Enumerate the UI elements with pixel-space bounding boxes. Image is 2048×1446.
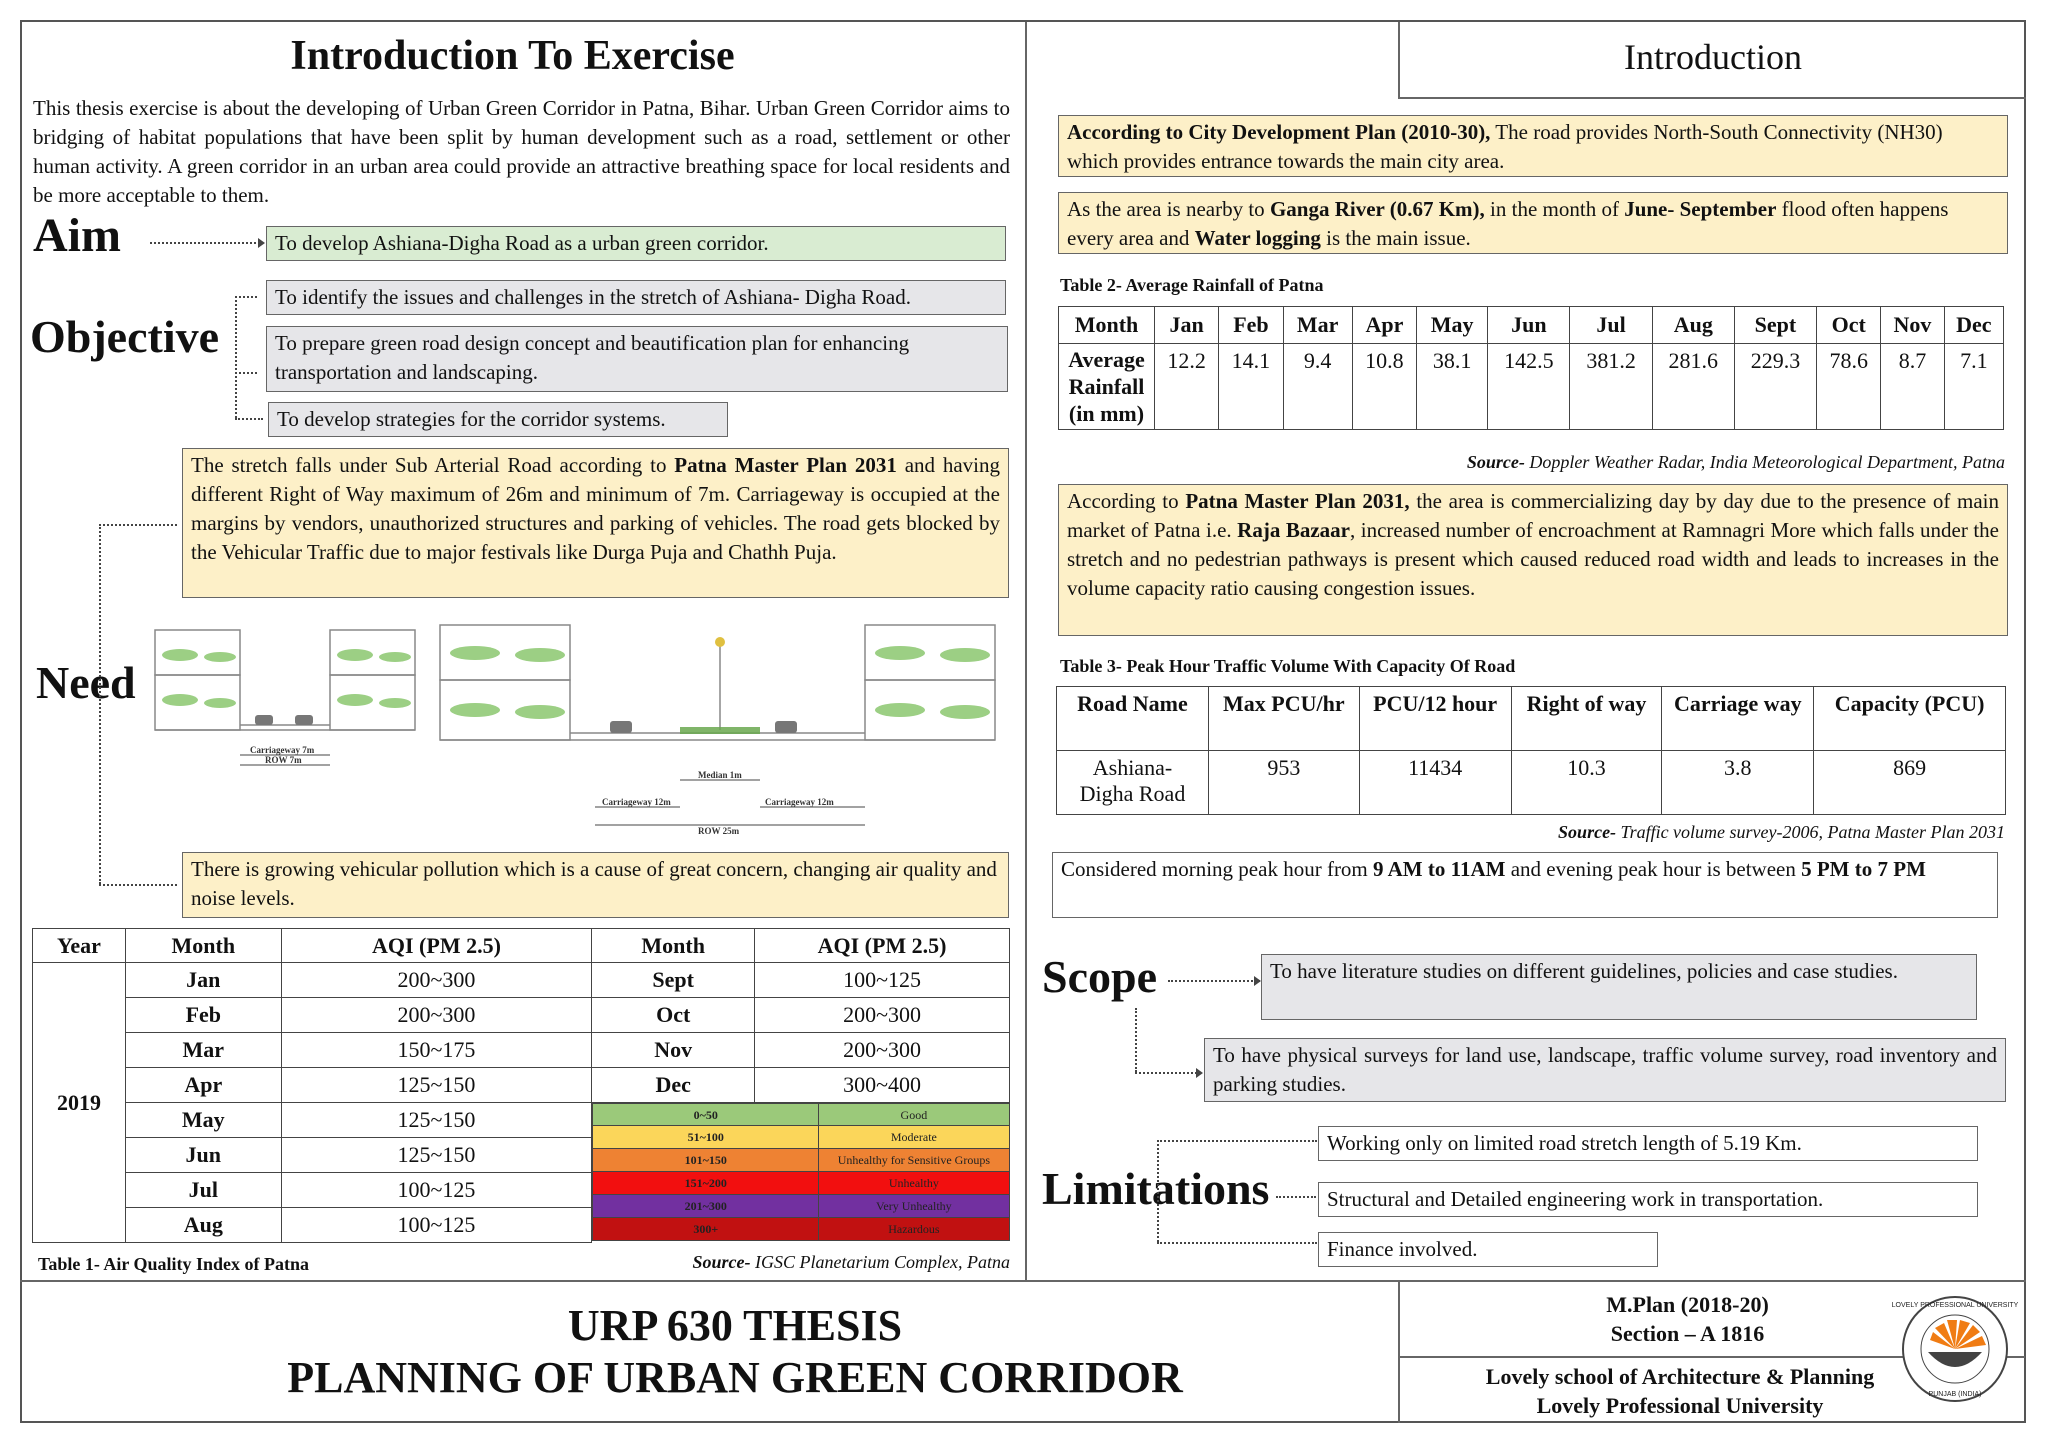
objective-box-2: To prepare green road design concept and beautification plan for enhancing transportation and landscaping. — [266, 326, 1008, 392]
pmp-emphasis: Patna Master Plan 2031, — [1185, 489, 1410, 513]
peak-text: Considered morning peak hour from — [1061, 857, 1374, 881]
limitations-connector-1 — [1157, 1140, 1317, 1142]
traffic-caption: Table 3- Peak Hour Traffic Volume With Capacity Of Road — [1060, 656, 1516, 676]
month-cell: Jul — [125, 1173, 281, 1208]
ganga-text: As the area is nearby to — [1067, 197, 1270, 221]
table-header: PCU/12 hour — [1359, 687, 1511, 751]
month-cell: Nov — [592, 1033, 755, 1068]
aqi-legend-row — [592, 1103, 1009, 1126]
aqi-legend-row — [592, 1172, 1009, 1195]
rainfall-month-header: Mar — [1283, 307, 1352, 344]
section-label: Carriageway 7m — [250, 745, 315, 755]
arrow-icon — [1196, 1068, 1203, 1078]
objective-label: Objective — [30, 311, 220, 362]
scope-box-2: To have physical surveys for land use, landscape, traffic volume survey, road inventory and parking studies. — [1204, 1038, 2006, 1102]
aqi-cell: 125~150 — [281, 1138, 592, 1173]
need-label: Need — [36, 657, 136, 708]
rainfall-value: 8.7 — [1881, 344, 1944, 430]
rainfall-row-label: Average Rainfall (in mm) — [1059, 344, 1155, 430]
rainfall-value: 10.8 — [1352, 344, 1416, 430]
need-connector — [99, 524, 101, 884]
school-name: Lovely school of Architecture & Planning — [1485, 1364, 1875, 1389]
peak-text: and evening peak hour is between — [1505, 857, 1802, 881]
rainfall-month-header: Nov — [1881, 307, 1944, 344]
objective-connector — [235, 296, 237, 418]
arrow-icon — [258, 238, 265, 248]
arrow-icon — [1254, 976, 1261, 986]
footer-title — [20, 1300, 1450, 1404]
footer-divider — [20, 1280, 2026, 1282]
footer-title-line-2: PLANNING OF URBAN GREEN CORRIDOR — [287, 1353, 1183, 1402]
aqi-range: 51~100 — [593, 1126, 819, 1148]
ganga-emphasis: June- September — [1624, 197, 1777, 221]
car-icon — [295, 715, 313, 725]
table-header: Month — [125, 929, 281, 963]
table-cell: 10.3 — [1511, 751, 1662, 815]
rainfall-month-header: May — [1417, 307, 1488, 344]
source-label: Source- — [1558, 822, 1617, 842]
month-cell: Jan — [125, 963, 281, 998]
month-cell: Dec — [592, 1068, 755, 1103]
aqi-cell: 125~150 — [281, 1103, 592, 1138]
table-cell: 869 — [1814, 751, 2006, 815]
need-box-1 — [182, 448, 1009, 598]
aqi-cell: 150~175 — [281, 1033, 592, 1068]
table-header: Year — [33, 929, 126, 963]
scope-box-1: To have literature studies on different guidelines, policies and case studies. — [1261, 954, 1977, 1020]
left-title: Introduction To Exercise — [290, 33, 735, 79]
rainfall-month-header: Month — [1059, 307, 1155, 344]
objective-box-1: To identify the issues and challenges in the stretch of Ashiana- Digha Road. — [266, 280, 1006, 315]
source-label: Source- — [1466, 452, 1525, 472]
aqi-cell: 200~300 — [281, 963, 592, 998]
ganga-text: in the month of — [1484, 197, 1625, 221]
aqi-category: Very Unhealthy — [819, 1195, 1008, 1217]
street-section-drawings — [150, 615, 1010, 840]
peak-hour-box — [1052, 852, 1998, 918]
need-text-2: and having different Right of Way maximum of 26m and minimum of 7m. Carriageway is occupied at the margins by vendors, unauthorized structures and parking of vehicles. The road gets blocked by the Vehicular Traffic due to major festivals like Durga Puja and Chathh Puja. — [191, 453, 1001, 564]
source-text: IGSC Planetarium Complex, Patna — [750, 1252, 1010, 1272]
aqi-category: Unhealthy — [819, 1172, 1008, 1194]
limitations-connector-3 — [1157, 1242, 1317, 1244]
rainfall-value: 14.1 — [1219, 344, 1283, 430]
rainfall-value: 12.2 — [1155, 344, 1219, 430]
scope-label: Scope — [1042, 951, 1157, 1002]
rainfall-value: 7.1 — [1944, 344, 2003, 430]
ganga-box — [1058, 192, 2008, 254]
table-header: Road Name — [1057, 687, 1209, 751]
intro-paragraph: This thesis exercise is about the developing of Urban Green Corridor in Patna, Bihar. Urban Green Corridor aims to bridging of habitat populations that have been split by human development such as a road, settlement or other human activity. A green corridor in an urban area could provide an attractive breathing space for local residents and be more acceptable to them. — [33, 96, 1010, 207]
section-label: Section – A 1816 — [1610, 1321, 1765, 1346]
column-divider — [1025, 22, 1027, 1280]
traffic-table — [1056, 686, 2006, 815]
aqi-table — [32, 928, 1010, 1243]
month-cell: Feb — [125, 998, 281, 1033]
objective-connector-3 — [235, 418, 263, 420]
objective-connector-1 — [235, 296, 257, 298]
pmp-text: According to — [1067, 489, 1186, 513]
scope-connector — [1168, 980, 1260, 982]
table-header: Max PCU/hr — [1208, 687, 1359, 751]
month-cell: Apr — [125, 1068, 281, 1103]
rainfall-value: 38.1 — [1417, 344, 1488, 430]
month-cell: Aug — [125, 1208, 281, 1243]
aqi-cell: 200~300 — [755, 998, 1010, 1033]
need-connector-bottom — [99, 884, 177, 886]
table-header: Month — [592, 929, 755, 963]
pmp-text: , increased number of encroachment at Ramnagri More which falls under the stretch and no pedestrian pathways is present which caused reduced road width and leads to increases in the volume capacity ratio causing congestion issues. — [1067, 518, 1999, 600]
aim-box: To develop Ashiana-Digha Road as a urban green corridor. — [266, 226, 1006, 261]
objective-connector-2 — [235, 372, 257, 374]
university-name: Lovely Professional University — [1536, 1393, 1824, 1418]
aqi-cell: 125~150 — [281, 1068, 592, 1103]
aqi-cell: 100~125 — [281, 1208, 592, 1243]
aqi-legend-cell — [592, 1103, 1010, 1243]
ganga-emphasis: Ganga River (0.67 Km), — [1269, 197, 1485, 221]
ganga-emphasis: Water logging — [1194, 226, 1321, 250]
logo-text: LOVELY PROFESSIONAL UNIVERSITY — [1891, 1302, 2019, 1309]
aqi-cell: 200~300 — [755, 1033, 1010, 1068]
table-cell: 953 — [1208, 751, 1359, 815]
master-plan-box — [1058, 484, 2008, 636]
aqi-range: 300+ — [593, 1218, 819, 1240]
aqi-legend — [592, 1103, 1009, 1241]
aqi-source — [640, 1252, 1010, 1273]
rainfall-table — [1058, 306, 2004, 430]
need-emphasis: Patna Master Plan 2031 — [674, 453, 897, 477]
street-lamp-icon — [715, 637, 725, 647]
limitation-box-1: Working only on limited road stretch length of 5.19 Km. — [1318, 1126, 1978, 1161]
rainfall-source — [1300, 452, 2005, 473]
aqi-category: Good — [819, 1104, 1008, 1125]
table-header: AQI (PM 2.5) — [755, 929, 1010, 963]
car-icon — [610, 721, 632, 733]
aqi-range: 0~50 — [593, 1104, 819, 1125]
cdp-box — [1058, 115, 2008, 177]
aqi-cell: 100~125 — [281, 1173, 592, 1208]
objective-box-3: To develop strategies for the corridor systems. — [268, 402, 728, 437]
rainfall-caption: Table 2- Average Rainfall of Patna — [1060, 275, 1324, 295]
rainfall-value: 78.6 — [1817, 344, 1881, 430]
table-cell: 3.8 — [1662, 751, 1814, 815]
table-header: Carriage way — [1662, 687, 1814, 751]
limitation-box-3: Finance involved. — [1318, 1232, 1658, 1267]
month-cell: Sept — [592, 963, 755, 998]
scope-connector-h — [1135, 1072, 1201, 1074]
section-label: Carriageway 12m — [602, 797, 671, 807]
month-cell: Mar — [125, 1033, 281, 1068]
need-text: The stretch falls under Sub Arterial Road according to — [191, 453, 675, 477]
section-label: Median 1m — [698, 770, 742, 780]
aqi-legend-row — [592, 1195, 1009, 1218]
pmp-text: the area is commercializing day by day due to the presence of main market of Patna i.e. — [1067, 489, 1999, 542]
aim-connector — [150, 242, 260, 244]
table-cell: 11434 — [1359, 751, 1511, 815]
rainfall-month-header: Jan — [1155, 307, 1219, 344]
year-cell: 2019 — [33, 963, 126, 1243]
month-cell: Jun — [125, 1138, 281, 1173]
table-cell: Ashiana-Digha Road — [1057, 751, 1209, 815]
rainfall-value: 281.6 — [1652, 344, 1734, 430]
rainfall-month-header: Apr — [1352, 307, 1416, 344]
ganga-text: is the main issue. — [1320, 226, 1471, 250]
rainfall-month-header: Aug — [1652, 307, 1734, 344]
rainfall-value: 229.3 — [1734, 344, 1816, 430]
section-label: ROW 25m — [698, 826, 740, 836]
aqi-cell: 100~125 — [755, 963, 1010, 998]
source-label: Source- — [692, 1252, 751, 1272]
month-cell: Oct — [592, 998, 755, 1033]
aqi-range: 151~200 — [593, 1172, 819, 1194]
car-icon — [775, 721, 797, 733]
rainfall-value: 142.5 — [1488, 344, 1570, 430]
aqi-cell: 300~400 — [755, 1068, 1010, 1103]
need-box-2: There is growing vehicular pollution which is a cause of great concern, changing air quality and noise levels. — [182, 852, 1009, 918]
table-header: Right of way — [1511, 687, 1662, 751]
university-logo — [1891, 1290, 2019, 1408]
limitations-connector — [1157, 1140, 1159, 1242]
cdp-text: The road provides North-South Connectivity (NH30) which provides entrance towards the main city area. — [1067, 120, 1943, 173]
peak-emphasis: 5 PM to 7 PM — [1801, 857, 1926, 881]
source-text: Doppler Weather Radar, India Meteorological Department, Patna — [1524, 452, 2005, 472]
limitations-label: Limitations — [1042, 1163, 1270, 1214]
logo-text: PUNJAB (INDIA) — [1928, 1391, 1982, 1398]
ganga-text: flood often happens every area and — [1067, 197, 1949, 250]
aqi-cell: 200~300 — [281, 998, 592, 1033]
month-cell: May — [125, 1103, 281, 1138]
cdp-emphasis: According to City Development Plan (2010-30), — [1067, 120, 1491, 144]
section-label: Carriageway 12m — [765, 797, 834, 807]
car-icon — [255, 715, 273, 725]
pmp-emphasis: Raja Bazaar — [1237, 518, 1350, 542]
section-label: ROW 7m — [265, 755, 302, 765]
aqi-category: Hazardous — [819, 1218, 1008, 1240]
rainfall-value: 9.4 — [1283, 344, 1352, 430]
rainfall-month-header: Feb — [1219, 307, 1283, 344]
aqi-legend-row — [592, 1218, 1009, 1241]
rainfall-month-header: Oct — [1817, 307, 1881, 344]
rainfall-month-header: Dec — [1944, 307, 2003, 344]
right-title: Introduction — [1398, 22, 2026, 99]
rainfall-month-header: Jun — [1488, 307, 1570, 344]
limitations-connector-2 — [1276, 1196, 1316, 1198]
rainfall-month-header: Jul — [1570, 307, 1652, 344]
traffic-source — [1300, 822, 2005, 843]
table-header: Capacity (PCU) — [1814, 687, 2006, 751]
institution-info — [1400, 1362, 1960, 1420]
peak-emphasis: 9 AM to 11AM — [1373, 857, 1506, 881]
aqi-range: 101~150 — [593, 1149, 819, 1171]
aqi-legend-row — [592, 1126, 1009, 1149]
aqi-legend-row — [592, 1149, 1009, 1172]
rainfall-month-header: Sept — [1734, 307, 1816, 344]
course-info — [1400, 1290, 1975, 1348]
aqi-caption: Table 1- Air Quality Index of Patna — [38, 1254, 310, 1274]
rainfall-value: 381.2 — [1570, 344, 1652, 430]
scope-connector-v — [1135, 1008, 1137, 1072]
limitation-box-2: Structural and Detailed engineering work in transportation. — [1318, 1182, 1978, 1217]
footer-title-line-1: URP 630 THESIS — [567, 1301, 903, 1350]
need-connector-top — [99, 524, 177, 526]
program-label: M.Plan (2018-20) — [1606, 1292, 1769, 1317]
aqi-category: Moderate — [819, 1126, 1008, 1148]
source-text: Traffic volume survey-2006, Patna Master Plan 2031 — [1616, 822, 2005, 842]
table-header: AQI (PM 2.5) — [281, 929, 592, 963]
aim-label: Aim — [33, 209, 121, 262]
aqi-category: Unhealthy for Sensitive Groups — [819, 1149, 1008, 1171]
aqi-range: 201~300 — [593, 1195, 819, 1217]
